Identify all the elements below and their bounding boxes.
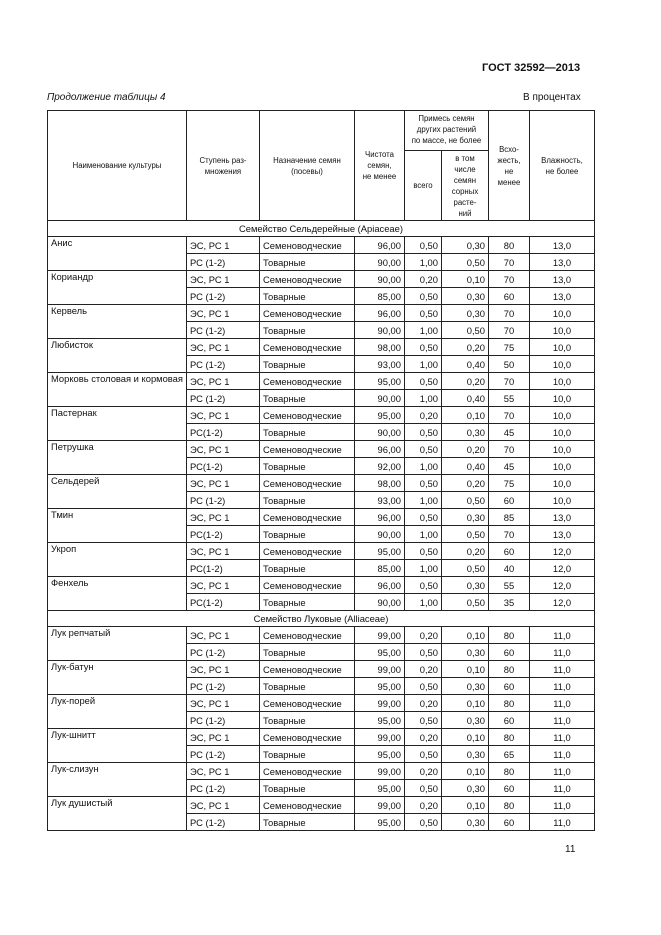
cell-admixture-total: 0,20: [404, 695, 441, 712]
cell-purity: 92,00: [354, 458, 404, 475]
header-admixture-total: всего: [404, 151, 441, 221]
header-culture: Наименование культуры: [48, 111, 187, 221]
cell-stage: ЭС, РС 1: [186, 577, 259, 594]
cell-admixture-weeds: 0,20: [441, 475, 488, 492]
cell-purity: 96,00: [354, 577, 404, 594]
cell-admixture-total: 1,00: [404, 492, 441, 509]
cell-admixture-total: 0,50: [404, 424, 441, 441]
cell-germination: 80: [488, 237, 529, 254]
cell-admixture-weeds: 0,30: [441, 509, 488, 526]
cell-germination: 35: [488, 594, 529, 611]
cell-moisture: 10,0: [529, 407, 594, 424]
family-title: Семейство Сельдерейные (Apiaceae): [48, 221, 595, 237]
header-purity: Чистота семян, не менее: [354, 111, 404, 221]
table-row: [48, 237, 595, 254]
cell-purpose: Семеноводческие: [259, 339, 354, 356]
cell-admixture-total: 0,50: [404, 475, 441, 492]
table-row: [48, 271, 595, 288]
cell-purpose: Семеноводческие: [259, 797, 354, 814]
cell-admixture-total: 0,50: [404, 305, 441, 322]
cell-purity: 90,00: [354, 271, 404, 288]
cell-stage: РС (1-2): [186, 712, 259, 729]
cell-purity: 99,00: [354, 627, 404, 644]
cell-admixture-weeds: 0,10: [441, 695, 488, 712]
cell-admixture-weeds: 0,30: [441, 712, 488, 729]
cell-purity: 95,00: [354, 712, 404, 729]
cell-moisture: 11,0: [529, 763, 594, 780]
cell-moisture: 10,0: [529, 492, 594, 509]
cell-germination: 65: [488, 746, 529, 763]
cell-purity: 96,00: [354, 509, 404, 526]
cell-stage: ЭС, РС 1: [186, 475, 259, 492]
cell-germination: 85: [488, 509, 529, 526]
cell-germination: 55: [488, 577, 529, 594]
cell-admixture-weeds: 0,50: [441, 526, 488, 543]
cell-purpose: Семеноводческие: [259, 729, 354, 746]
cell-germination: 45: [488, 458, 529, 475]
cell-purpose: Товарные: [259, 322, 354, 339]
cell-admixture-total: 0,50: [404, 678, 441, 695]
table-row: [48, 305, 595, 322]
cell-stage: ЭС, РС 1: [186, 509, 259, 526]
cell-admixture-total: 0,50: [404, 509, 441, 526]
cell-admixture-weeds: 0,30: [441, 305, 488, 322]
cell-stage: РС(1-2): [186, 526, 259, 543]
cell-germination: 80: [488, 797, 529, 814]
cell-stage: ЭС, РС 1: [186, 763, 259, 780]
cell-stage: РС(1-2): [186, 594, 259, 611]
cell-admixture-weeds: 0,30: [441, 577, 488, 594]
cell-purity: 99,00: [354, 763, 404, 780]
cell-germination: 60: [488, 712, 529, 729]
cell-admixture-total: 0,50: [404, 644, 441, 661]
cell-admixture-weeds: 0,30: [441, 288, 488, 305]
cell-purity: 95,00: [354, 814, 404, 831]
cell-moisture: 10,0: [529, 373, 594, 390]
cell-germination: 60: [488, 288, 529, 305]
cell-purpose: Товарные: [259, 458, 354, 475]
cell-moisture: 13,0: [529, 237, 594, 254]
cell-stage: ЭС, РС 1: [186, 627, 259, 644]
cell-purpose: Семеноводческие: [259, 475, 354, 492]
header-stage: Ступень раз- множения: [186, 111, 259, 221]
cell-germination: 70: [488, 322, 529, 339]
cell-purpose: Семеноводческие: [259, 577, 354, 594]
cell-purpose: Товарные: [259, 780, 354, 797]
cell-purpose: Товарные: [259, 492, 354, 509]
cell-stage: РС (1-2): [186, 814, 259, 831]
cell-moisture: 12,0: [529, 594, 594, 611]
cell-germination: 80: [488, 627, 529, 644]
cell-germination: 70: [488, 441, 529, 458]
cell-admixture-weeds: 0,30: [441, 237, 488, 254]
cell-purity: 93,00: [354, 492, 404, 509]
cell-purpose: Семеноводческие: [259, 305, 354, 322]
cell-moisture: 10,0: [529, 424, 594, 441]
cell-purpose: Товарные: [259, 678, 354, 695]
cell-moisture: 11,0: [529, 712, 594, 729]
cell-germination: 70: [488, 526, 529, 543]
cell-stage: ЭС, РС 1: [186, 305, 259, 322]
crop-name: Лук-батун: [48, 661, 187, 695]
cell-moisture: 10,0: [529, 356, 594, 373]
cell-purpose: Товарные: [259, 712, 354, 729]
page-number: 11: [565, 844, 576, 855]
cell-purpose: Семеноводческие: [259, 441, 354, 458]
cell-admixture-total: 0,20: [404, 661, 441, 678]
cell-purpose: Семеноводческие: [259, 509, 354, 526]
cell-admixture-weeds: 0,40: [441, 458, 488, 475]
cell-admixture-total: 0,50: [404, 746, 441, 763]
cell-stage: РС (1-2): [186, 678, 259, 695]
cell-purity: 95,00: [354, 373, 404, 390]
cell-moisture: 11,0: [529, 627, 594, 644]
family-title: Семейство Луковые (Alliaceae): [48, 611, 595, 627]
crop-name: Лук репчатый: [48, 627, 187, 661]
cell-purpose: Семеноводческие: [259, 237, 354, 254]
cell-moisture: 12,0: [529, 543, 594, 560]
cell-germination: 55: [488, 390, 529, 407]
cell-germination: 70: [488, 271, 529, 288]
cell-stage: РС (1-2): [186, 356, 259, 373]
crop-name: Фенхель: [48, 577, 187, 611]
cell-admixture-total: 0,20: [404, 729, 441, 746]
cell-admixture-total: 0,50: [404, 441, 441, 458]
cell-purpose: Товарные: [259, 254, 354, 271]
cell-stage: РС (1-2): [186, 780, 259, 797]
cell-admixture-weeds: 0,20: [441, 339, 488, 356]
cell-moisture: 10,0: [529, 390, 594, 407]
cell-admixture-weeds: 0,10: [441, 729, 488, 746]
cell-germination: 60: [488, 780, 529, 797]
cell-purpose: Семеноводческие: [259, 763, 354, 780]
table-continuation-caption: Продолжение таблицы 4: [47, 92, 166, 103]
cell-stage: ЭС, РС 1: [186, 339, 259, 356]
cell-purpose: Товарные: [259, 560, 354, 577]
table-row: [48, 509, 595, 526]
cell-germination: 60: [488, 543, 529, 560]
cell-purity: 96,00: [354, 441, 404, 458]
cell-admixture-weeds: 0,10: [441, 797, 488, 814]
crop-name: Анис: [48, 237, 187, 271]
cell-purity: 95,00: [354, 644, 404, 661]
crop-name: Лук-шнитт: [48, 729, 187, 763]
table-row: [48, 543, 595, 560]
cell-stage: РС (1-2): [186, 322, 259, 339]
cell-admixture-weeds: 0,50: [441, 594, 488, 611]
cell-moisture: 10,0: [529, 305, 594, 322]
cell-admixture-weeds: 0,40: [441, 390, 488, 407]
header-admixture-weeds: в том числе семян сорных расте- ний: [441, 151, 488, 221]
cell-germination: 80: [488, 763, 529, 780]
cell-moisture: 13,0: [529, 271, 594, 288]
cell-purpose: Товарные: [259, 644, 354, 661]
cell-stage: РС (1-2): [186, 644, 259, 661]
cell-purity: 95,00: [354, 746, 404, 763]
cell-admixture-total: 0,50: [404, 339, 441, 356]
crop-name: Тмин: [48, 509, 187, 543]
cell-purpose: Товарные: [259, 746, 354, 763]
cell-stage: ЭС, РС 1: [186, 271, 259, 288]
crop-name: Любисток: [48, 339, 187, 373]
cell-moisture: 10,0: [529, 441, 594, 458]
table-row: [48, 407, 595, 424]
crop-name: Кервель: [48, 305, 187, 339]
cell-purity: 98,00: [354, 339, 404, 356]
cell-germination: 60: [488, 678, 529, 695]
cell-germination: 70: [488, 373, 529, 390]
cell-moisture: 11,0: [529, 678, 594, 695]
cell-purpose: Товарные: [259, 526, 354, 543]
cell-purity: 95,00: [354, 543, 404, 560]
cell-stage: ЭС, РС 1: [186, 543, 259, 560]
crop-name: Кориандр: [48, 271, 187, 305]
cell-germination: 60: [488, 644, 529, 661]
cell-admixture-total: 1,00: [404, 322, 441, 339]
cell-purity: 85,00: [354, 560, 404, 577]
cell-purpose: Товарные: [259, 814, 354, 831]
cell-stage: РС(1-2): [186, 458, 259, 475]
cell-admixture-total: 1,00: [404, 458, 441, 475]
cell-moisture: 10,0: [529, 458, 594, 475]
family-row: [48, 221, 595, 237]
cell-purpose: Семеноводческие: [259, 627, 354, 644]
cell-moisture: 10,0: [529, 339, 594, 356]
cell-germination: 70: [488, 407, 529, 424]
cell-admixture-weeds: 0,30: [441, 814, 488, 831]
cell-purpose: Семеноводческие: [259, 543, 354, 560]
cell-admixture-total: 0,50: [404, 543, 441, 560]
cell-stage: РС(1-2): [186, 424, 259, 441]
cell-admixture-weeds: 0,10: [441, 271, 488, 288]
cell-admixture-weeds: 0,20: [441, 373, 488, 390]
cell-admixture-weeds: 0,40: [441, 356, 488, 373]
table-row: [48, 627, 595, 644]
cell-admixture-total: 0,50: [404, 712, 441, 729]
cell-admixture-total: 0,20: [404, 763, 441, 780]
cell-admixture-total: 0,20: [404, 797, 441, 814]
cell-purity: 90,00: [354, 424, 404, 441]
cell-purity: 99,00: [354, 661, 404, 678]
header-moisture: Влажность, не более: [529, 111, 594, 221]
cell-moisture: 13,0: [529, 254, 594, 271]
cell-germination: 70: [488, 305, 529, 322]
cell-moisture: 13,0: [529, 509, 594, 526]
cell-admixture-weeds: 0,30: [441, 780, 488, 797]
cell-admixture-weeds: 0,50: [441, 560, 488, 577]
table-row: [48, 763, 595, 780]
cell-moisture: 13,0: [529, 288, 594, 305]
cell-moisture: 11,0: [529, 797, 594, 814]
cell-purpose: Семеноводческие: [259, 661, 354, 678]
cell-admixture-weeds: 0,30: [441, 746, 488, 763]
cell-purity: 99,00: [354, 695, 404, 712]
cell-admixture-weeds: 0,10: [441, 407, 488, 424]
cell-purity: 85,00: [354, 288, 404, 305]
cell-admixture-total: 1,00: [404, 390, 441, 407]
cell-moisture: 11,0: [529, 661, 594, 678]
cell-purity: 90,00: [354, 390, 404, 407]
cell-purpose: Товарные: [259, 390, 354, 407]
cell-stage: РС (1-2): [186, 254, 259, 271]
cell-germination: 50: [488, 356, 529, 373]
cell-admixture-weeds: 0,10: [441, 627, 488, 644]
cell-admixture-weeds: 0,50: [441, 322, 488, 339]
cell-moisture: 10,0: [529, 475, 594, 492]
family-row: [48, 611, 595, 627]
cell-germination: 75: [488, 475, 529, 492]
cell-moisture: 12,0: [529, 577, 594, 594]
units-note: В процентах: [523, 92, 581, 103]
standard-number: ГОСТ 32592—2013: [482, 62, 581, 74]
cell-purity: 93,00: [354, 356, 404, 373]
cell-stage: ЭС, РС 1: [186, 237, 259, 254]
cell-purpose: Семеноводческие: [259, 695, 354, 712]
crop-name: Укроп: [48, 543, 187, 577]
cell-admixture-weeds: 0,30: [441, 424, 488, 441]
table-row: [48, 373, 595, 390]
cell-stage: ЭС, РС 1: [186, 407, 259, 424]
cell-purpose: Семеноводческие: [259, 373, 354, 390]
cell-admixture-weeds: 0,10: [441, 661, 488, 678]
cell-admixture-total: 0,50: [404, 577, 441, 594]
cell-admixture-total: 0,50: [404, 288, 441, 305]
cell-admixture-weeds: 0,20: [441, 441, 488, 458]
cell-germination: 70: [488, 254, 529, 271]
cell-admixture-total: 1,00: [404, 356, 441, 373]
cell-purity: 90,00: [354, 254, 404, 271]
cell-stage: ЭС, РС 1: [186, 441, 259, 458]
cell-germination: 80: [488, 729, 529, 746]
cell-purpose: Семеноводческие: [259, 271, 354, 288]
cell-purity: 90,00: [354, 594, 404, 611]
cell-moisture: 11,0: [529, 814, 594, 831]
cell-admixture-weeds: 0,50: [441, 254, 488, 271]
table-row: [48, 661, 595, 678]
cell-purity: 99,00: [354, 797, 404, 814]
cell-germination: 75: [488, 339, 529, 356]
crop-name: Пастернак: [48, 407, 187, 441]
table-row: [48, 475, 595, 492]
table-row: [48, 577, 595, 594]
cell-germination: 80: [488, 661, 529, 678]
cell-stage: РС (1-2): [186, 288, 259, 305]
cell-purity: 95,00: [354, 678, 404, 695]
cell-moisture: 11,0: [529, 746, 594, 763]
table-row: [48, 729, 595, 746]
cell-admixture-total: 0,50: [404, 237, 441, 254]
cell-germination: 60: [488, 492, 529, 509]
table-row: [48, 695, 595, 712]
cell-admixture-weeds: 0,30: [441, 644, 488, 661]
cell-purity: 95,00: [354, 407, 404, 424]
cell-purity: 96,00: [354, 305, 404, 322]
cell-purity: 96,00: [354, 237, 404, 254]
cell-purpose: Товарные: [259, 424, 354, 441]
cell-admixture-total: 0,20: [404, 627, 441, 644]
cell-admixture-weeds: 0,20: [441, 543, 488, 560]
table-row: [48, 339, 595, 356]
cell-moisture: 13,0: [529, 526, 594, 543]
cell-admixture-total: 1,00: [404, 254, 441, 271]
cell-germination: 60: [488, 814, 529, 831]
cell-stage: РС(1-2): [186, 560, 259, 577]
cell-admixture-total: 1,00: [404, 594, 441, 611]
crop-name: Петрушка: [48, 441, 187, 475]
cell-purity: 90,00: [354, 526, 404, 543]
cell-admixture-weeds: 0,50: [441, 492, 488, 509]
cell-moisture: 11,0: [529, 644, 594, 661]
header-germination: Всхо- жесть, не менее: [488, 111, 529, 221]
cell-stage: РС (1-2): [186, 390, 259, 407]
crop-name: Лук-слизун: [48, 763, 187, 797]
cell-moisture: 11,0: [529, 695, 594, 712]
crop-name: Лук душистый: [48, 797, 187, 831]
cell-germination: 45: [488, 424, 529, 441]
crop-name: Сельдерей: [48, 475, 187, 509]
seed-quality-table: [47, 110, 595, 831]
cell-admixture-weeds: 0,10: [441, 763, 488, 780]
cell-purity: 90,00: [354, 322, 404, 339]
cell-moisture: 12,0: [529, 560, 594, 577]
cell-purpose: Семеноводческие: [259, 407, 354, 424]
header-admixture: Примесь семян других растений по массе, не более: [404, 111, 488, 151]
crop-name: Морковь столовая и кормовая: [48, 373, 187, 407]
cell-stage: ЭС, РС 1: [186, 661, 259, 678]
cell-stage: ЭС, РС 1: [186, 695, 259, 712]
cell-purity: 98,00: [354, 475, 404, 492]
cell-admixture-weeds: 0,30: [441, 678, 488, 695]
cell-stage: ЭС, РС 1: [186, 729, 259, 746]
cell-admixture-total: 0,50: [404, 814, 441, 831]
cell-moisture: 11,0: [529, 780, 594, 797]
cell-stage: РС (1-2): [186, 492, 259, 509]
cell-purity: 95,00: [354, 780, 404, 797]
cell-germination: 40: [488, 560, 529, 577]
table-row: [48, 797, 595, 814]
cell-purity: 99,00: [354, 729, 404, 746]
cell-admixture-total: 1,00: [404, 526, 441, 543]
cell-stage: ЭС, РС 1: [186, 373, 259, 390]
cell-admixture-total: 0,20: [404, 407, 441, 424]
cell-stage: РС (1-2): [186, 746, 259, 763]
cell-admixture-total: 1,00: [404, 560, 441, 577]
table-row: [48, 441, 595, 458]
header-purpose: Назначение семян (посевы): [259, 111, 354, 221]
cell-moisture: 11,0: [529, 729, 594, 746]
cell-purpose: Товарные: [259, 594, 354, 611]
crop-name: Лук-порей: [48, 695, 187, 729]
cell-purpose: Товарные: [259, 356, 354, 373]
cell-admixture-total: 0,50: [404, 373, 441, 390]
cell-moisture: 10,0: [529, 322, 594, 339]
cell-germination: 80: [488, 695, 529, 712]
cell-stage: ЭС, РС 1: [186, 797, 259, 814]
cell-admixture-total: 0,20: [404, 271, 441, 288]
cell-admixture-total: 0,50: [404, 780, 441, 797]
cell-purpose: Товарные: [259, 288, 354, 305]
